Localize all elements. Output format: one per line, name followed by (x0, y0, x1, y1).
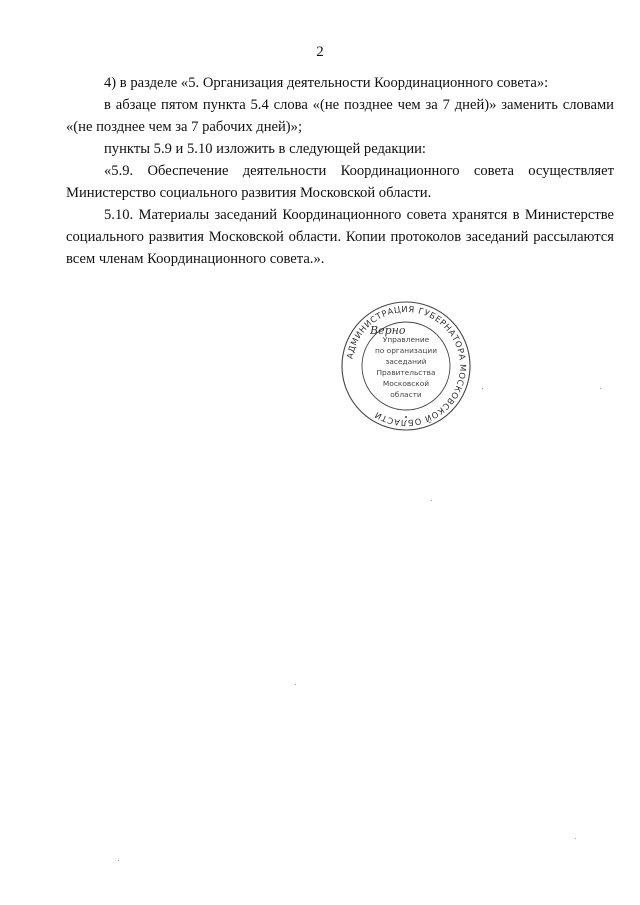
stamp-handwritten-mark: Верно (370, 324, 406, 337)
scan-speck (295, 684, 296, 685)
page-number: 2 (316, 44, 324, 60)
stamp-ring-textpath: АДМИНИСТРАЦИЯ ГУБЕРНАТОРА МОСКОВСКОЙ ОБЛАСТИ (344, 303, 469, 429)
scan-speck (575, 838, 576, 839)
stamp-center-line-1: Управление (382, 335, 430, 344)
paragraph-items-5-9-5-10: пункты 5.9 и 5.10 изложить в следующей редакции: (104, 141, 426, 157)
stamp-dot (405, 416, 407, 418)
paragraph-item-5-4: в абзаце пятом пункта 5.4 слова «(не позднее чем за 7 дней)» заменить словами «(не позднее чем за 7 рабочих дней)»; (66, 97, 614, 135)
document-body (66, 72, 614, 270)
stamp-seal (340, 300, 472, 432)
paragraph-5-10: 5.10. Материалы заседаний Координационного совета хранятся в Министерстве социального развития Московской области. Копии протоколов заседаний рассылаются всем членам Координационного совета.». (66, 207, 614, 267)
paragraph-5-9: «5.9. Обеспечение деятельности Координационного совета осуществляет Министерство социального развития Московской области. (66, 163, 614, 201)
scan-speck (600, 388, 601, 389)
stamp-center-line-5: Московской (382, 379, 430, 388)
scan-speck (118, 860, 119, 861)
stamp-center-line-3: заседаний (385, 357, 427, 366)
scan-speck (431, 500, 432, 501)
paragraph-section-5: 4) в разделе «5. Организация деятельности Координационного совета»: (104, 75, 549, 91)
stamp-center-line-6: области (390, 390, 422, 399)
scan-speck (482, 388, 483, 389)
stamp-center-line-4: Правительства (376, 368, 436, 377)
stamp-center-line-2: по организации (374, 346, 438, 355)
official-stamp (340, 300, 472, 432)
